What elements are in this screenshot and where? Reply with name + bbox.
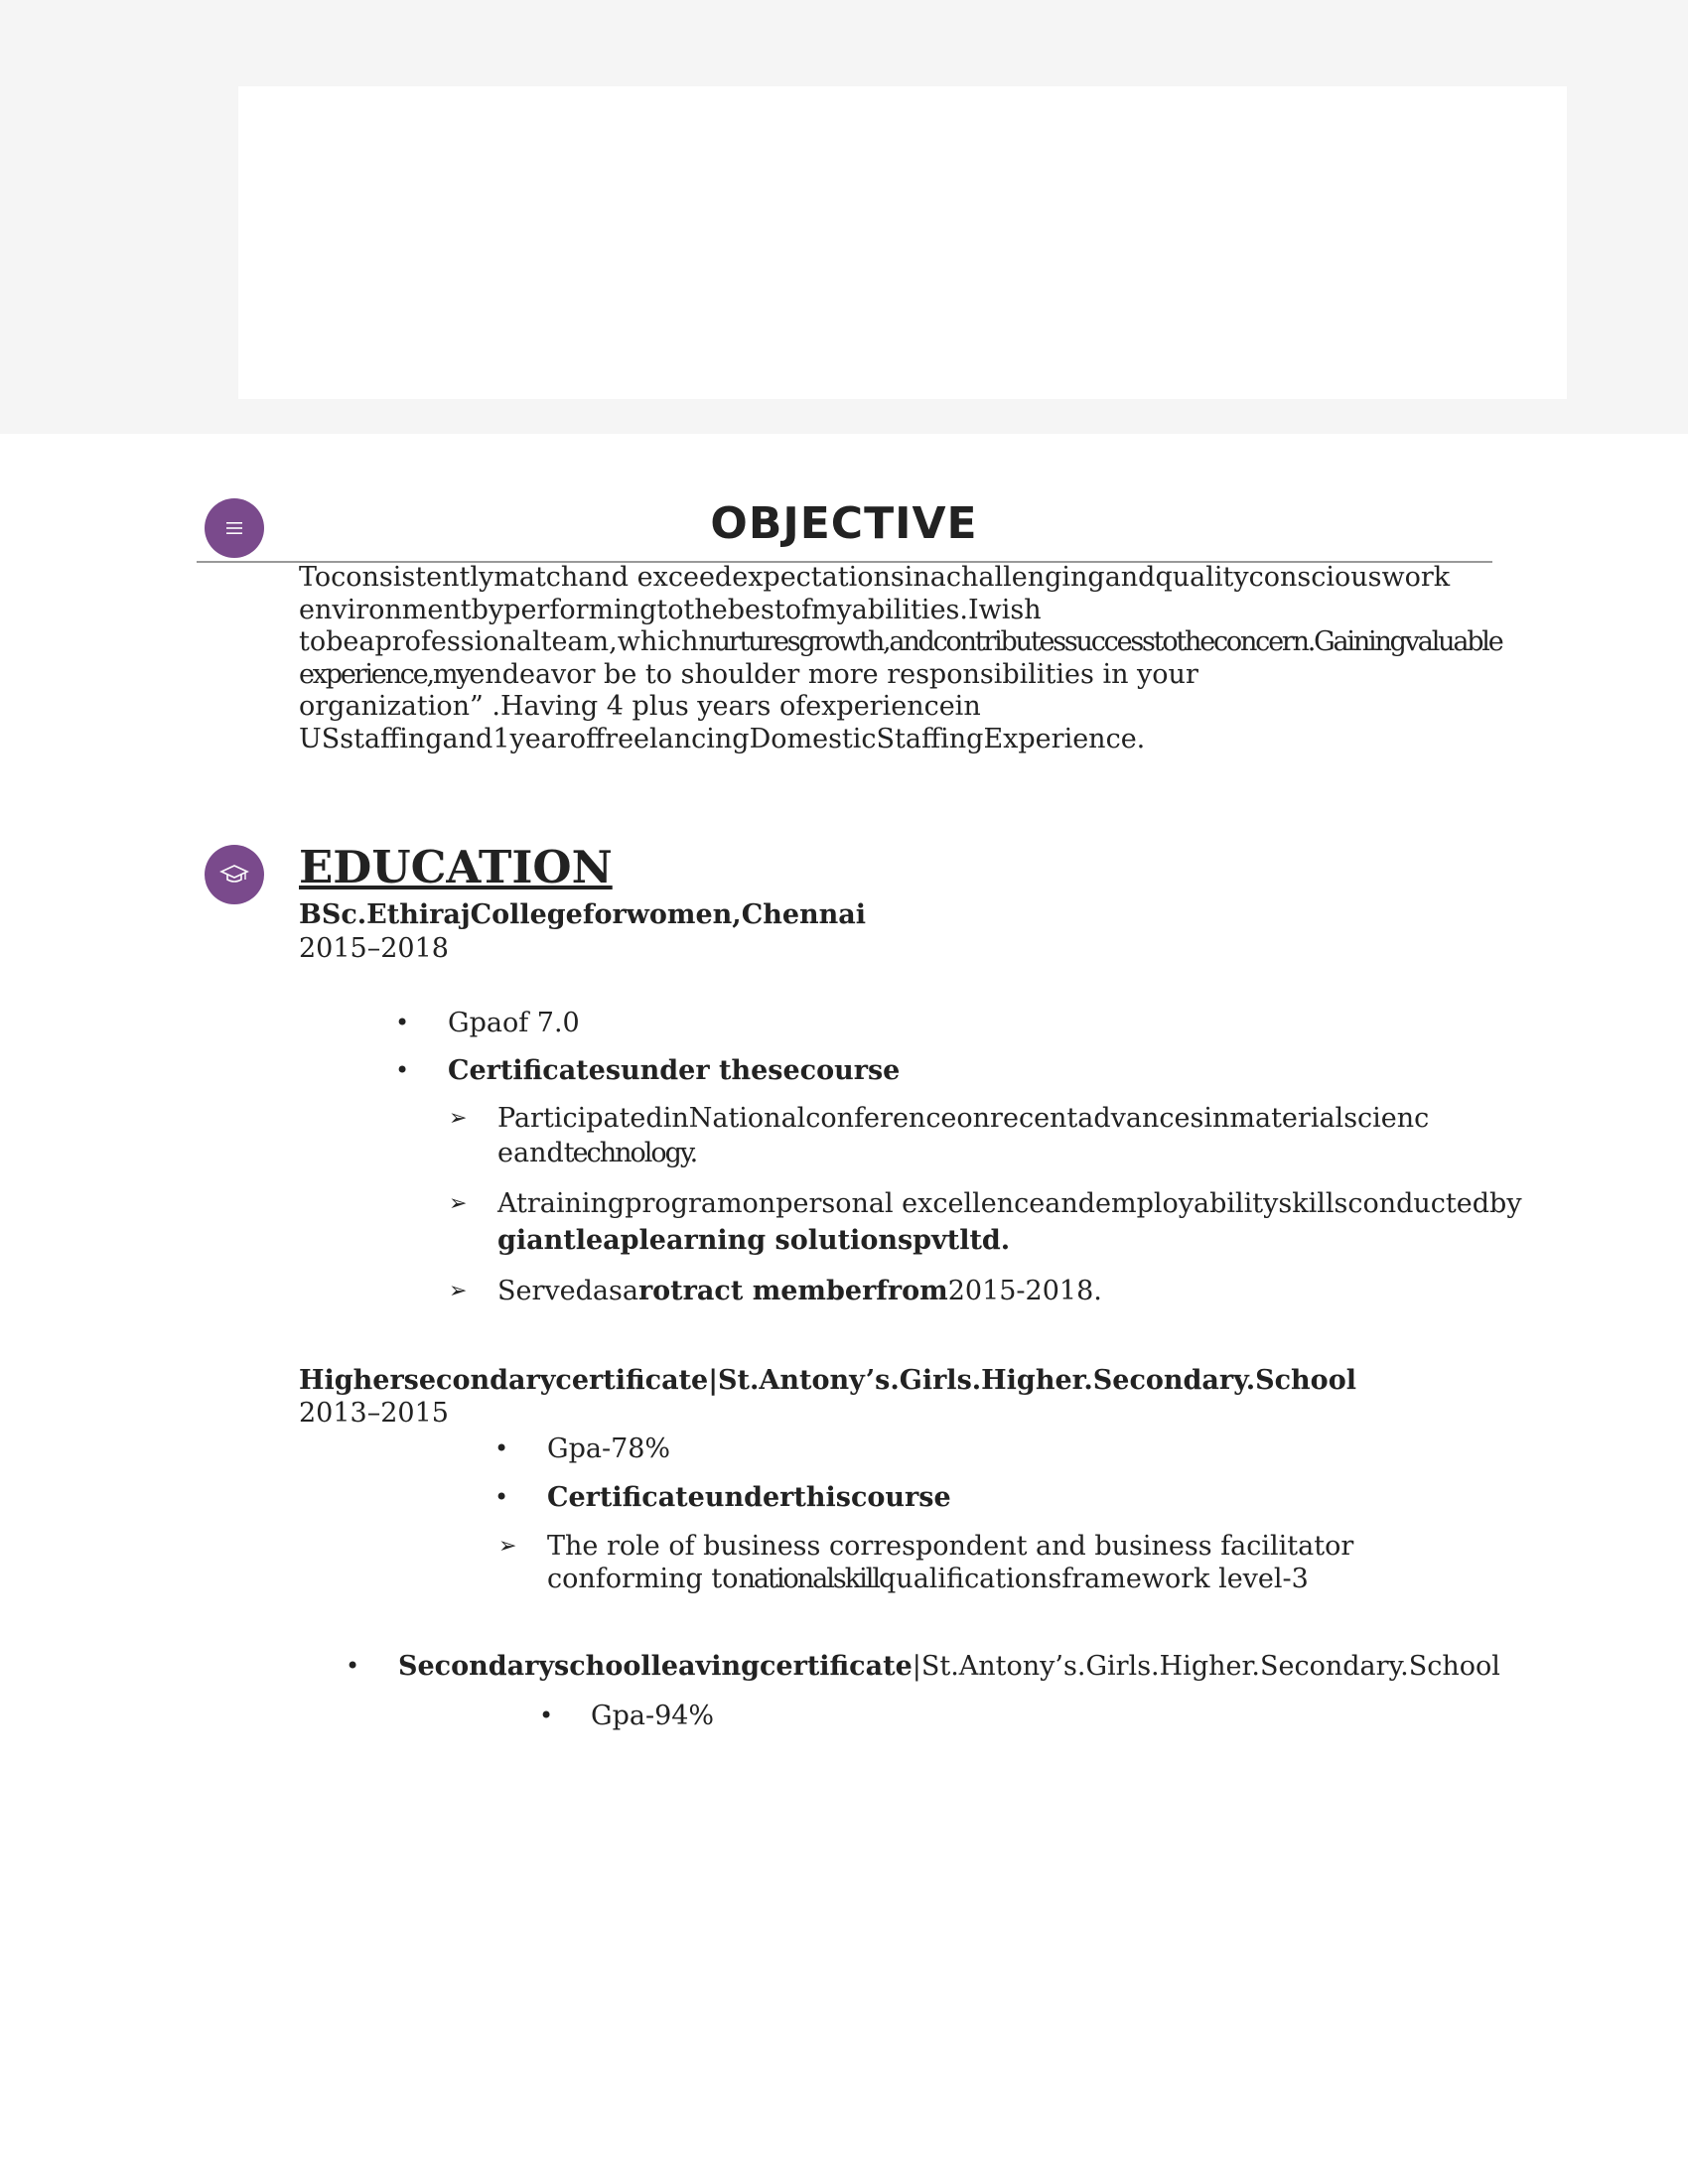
objective-line-part: nurturesgrowth,andcontributessuccesstotheconcern.Gainingvaluable (698, 626, 1502, 657)
bsc-cert3-part: Servedasa (497, 1276, 638, 1306)
objective-line (299, 626, 1502, 659)
bsc-certs-label: Certificatesunder thesecourse (448, 1055, 901, 1086)
bullet-icon: • (539, 1702, 554, 1729)
header-box (238, 86, 1567, 399)
bsc-cert3-part: 2015-2018. (947, 1276, 1102, 1306)
bsc-cert1-line1: ParticipatedinNationalconferenceonrecentadvancesinmaterialscienc (497, 1103, 1430, 1134)
hsc-cert1-line2 (547, 1563, 1309, 1595)
education-heading: EDUCATION (299, 841, 613, 893)
hsc-gpa: Gpa-78% (547, 1433, 671, 1464)
arrow-bullet-icon: ➢ (449, 1191, 468, 1216)
objective-line (299, 659, 1490, 692)
bsc-cert1-part: technology. (563, 1138, 697, 1168)
bsc-cert2-line2: giantleaplearning solutionspvtltd. (497, 1225, 1011, 1256)
bsc-cert3-part: rotract memberfrom (637, 1276, 948, 1306)
bsc-cert2-line1: Atrainingprogramonpersonal excellenceandemployabilityskillsconductedby (497, 1188, 1522, 1219)
objective-line: Toconsistentlymatchand exceedexpectationsinachallengingandqualityconsciouswork (299, 562, 1451, 593)
hsc-cert1-part: qualificationsframework level-3 (879, 1564, 1309, 1594)
objective-line: USstaffingand1yearoffreelancingDomesticStaffingExperience. (299, 723, 1146, 754)
hsc-cert1-part: conforming to (547, 1564, 739, 1594)
bsc-cert1-part: eand (497, 1138, 564, 1168)
hsc-cert1-line1: The role of business correspondent and business facilitator (547, 1531, 1354, 1562)
bullet-icon: • (494, 1434, 509, 1462)
sslc-title (398, 1650, 1500, 1683)
bsc-cert3 (497, 1275, 1102, 1307)
objective-line: organization” .Having 4 plus years ofexperiencein (299, 691, 981, 722)
hsc-cert1-part: nationalskill (738, 1564, 880, 1594)
sslc-title-part: |St.Antony’s.Girls.Higher.Secondary.School (912, 1651, 1500, 1682)
graduation-cap-icon (205, 845, 264, 904)
bsc-cert1-line2 (497, 1137, 696, 1169)
arrow-bullet-icon: ➢ (449, 1279, 468, 1303)
hsc-title: Highersecondarycertificate|St.Antony’s.Girls.Higher.Secondary.School (299, 1365, 1356, 1396)
bullet-icon: • (494, 1483, 509, 1511)
bsc-gpa: Gpaof 7.0 (448, 1008, 580, 1038)
hsc-years: 2013–2015 (299, 1398, 449, 1429)
objective-line-part: experience,my (299, 658, 470, 690)
bsc-title: BSc.EthirajCollegeforwomen,Chennai (299, 899, 867, 930)
sslc-gpa: Gpa-94% (591, 1701, 715, 1731)
hsc-certs-label: Certificateunderthiscourse (547, 1482, 951, 1513)
bullet-icon: • (395, 1056, 410, 1084)
arrow-bullet-icon: ➢ (449, 1106, 468, 1131)
arrow-bullet-icon: ➢ (498, 1534, 517, 1559)
sslc-title-part: Secondaryschoolleavingcertificate (398, 1651, 913, 1682)
objective-heading: OBJECTIVE (710, 498, 978, 549)
objective-line-part: tobeaprofessionalteam,which (299, 626, 699, 657)
bsc-years: 2015–2018 (299, 933, 449, 964)
objective-line-part: endeavor be to shoulder more responsibilities in your (469, 658, 1198, 690)
header-band (0, 0, 1688, 434)
objective-text (299, 562, 1502, 755)
bullet-icon: • (346, 1652, 360, 1680)
bullet-icon: • (395, 1009, 410, 1036)
objective-line: environmentbyperformingtothebestofmyabilities.Iwish (299, 594, 1042, 625)
